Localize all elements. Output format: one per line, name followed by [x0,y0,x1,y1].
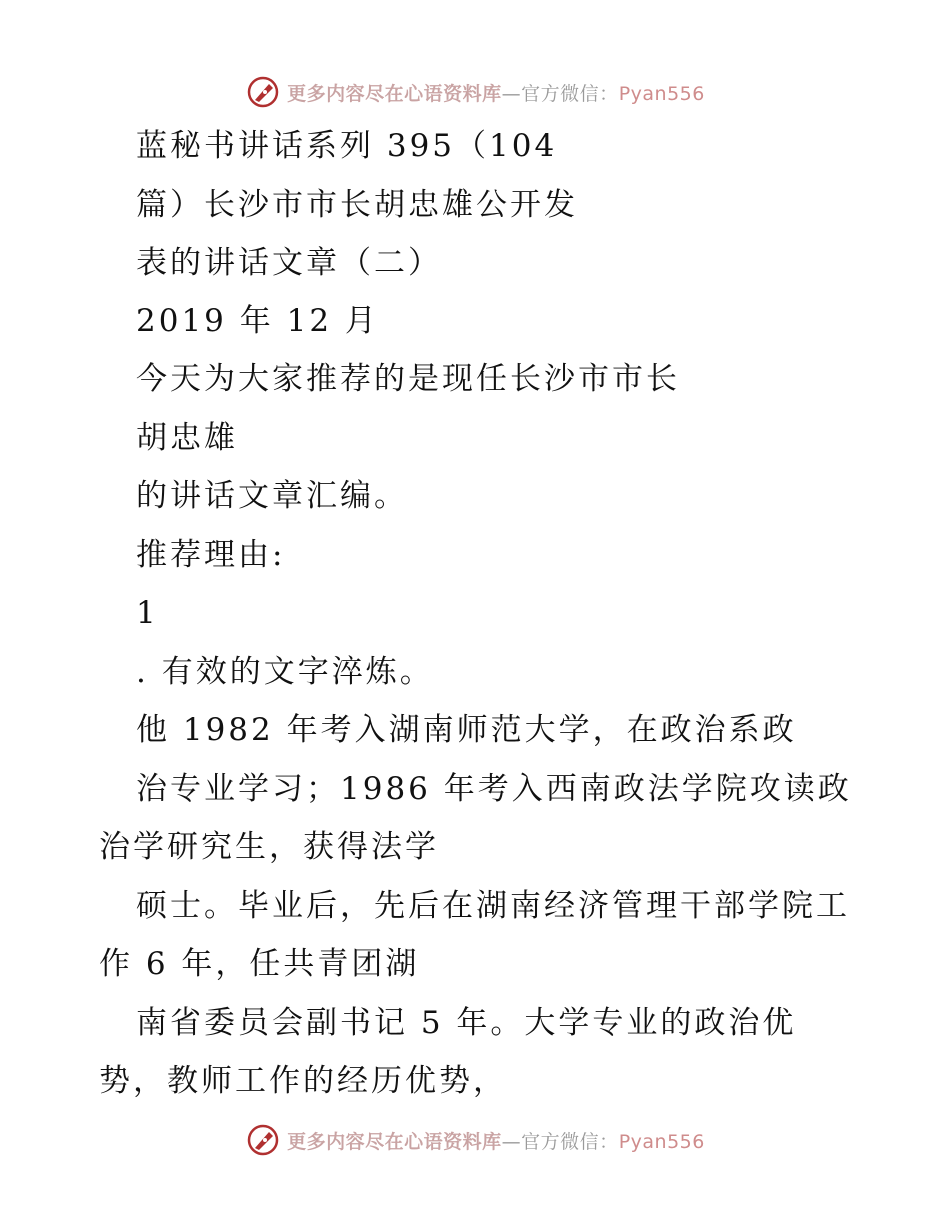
pen-nib-logo-icon [245,1122,281,1158]
paragraph-line: 胡忠雄 [136,420,238,456]
paragraph-line: 今天为大家推荐的是现任长沙市市长 [136,361,680,397]
paragraph-line: 治专业学习；1986 年考入西南政法学院攻读政 [136,771,852,807]
list-number: 1 [136,595,159,631]
watermark-handle: Pyan556 [618,1130,705,1153]
title-line-3: 表的讲话文章（二） [136,245,442,281]
watermark-brand: 更多内容尽在心语资料库 [287,1130,502,1153]
paragraph-line: 治学研究生，获得法学 [99,829,439,865]
paragraph-line: 的讲话文章汇编。 [136,478,408,514]
watermark-text [287,1127,705,1154]
watermark-brand: 更多内容尽在心语资料库 [287,82,502,105]
paragraph-line: 势，教师工作的经历优势， [99,1063,507,1099]
title-line-2: 篇）长沙市市长胡忠雄公开发 [136,187,578,223]
title-line-1: 蓝秘书讲话系列 395（104 [136,128,558,164]
watermark-text [287,79,705,106]
pen-nib-logo-icon [245,74,281,110]
paragraph-line: 南省委员会副书记 5 年。大学专业的政治优 [136,1005,797,1041]
watermark-official-label: —官方微信： [501,1130,619,1153]
list-item-title: . 有效的文字淬炼。 [136,654,434,690]
header-watermark [0,72,950,112]
date-line: 2019 年 12 月 [136,303,379,339]
watermark-handle: Pyan556 [618,82,705,105]
watermark-official-label: —官方微信： [501,82,619,105]
paragraph-line: 作 6 年，任共青团湖 [99,946,420,982]
footer-watermark [0,1120,950,1160]
paragraph-line: 硕士。毕业后，先后在湖南经济管理干部学院工 [136,888,850,924]
paragraph-line: 他 1982 年考入湖南师范大学，在政治系政 [136,712,797,748]
section-heading: 推荐理由: [136,537,286,573]
